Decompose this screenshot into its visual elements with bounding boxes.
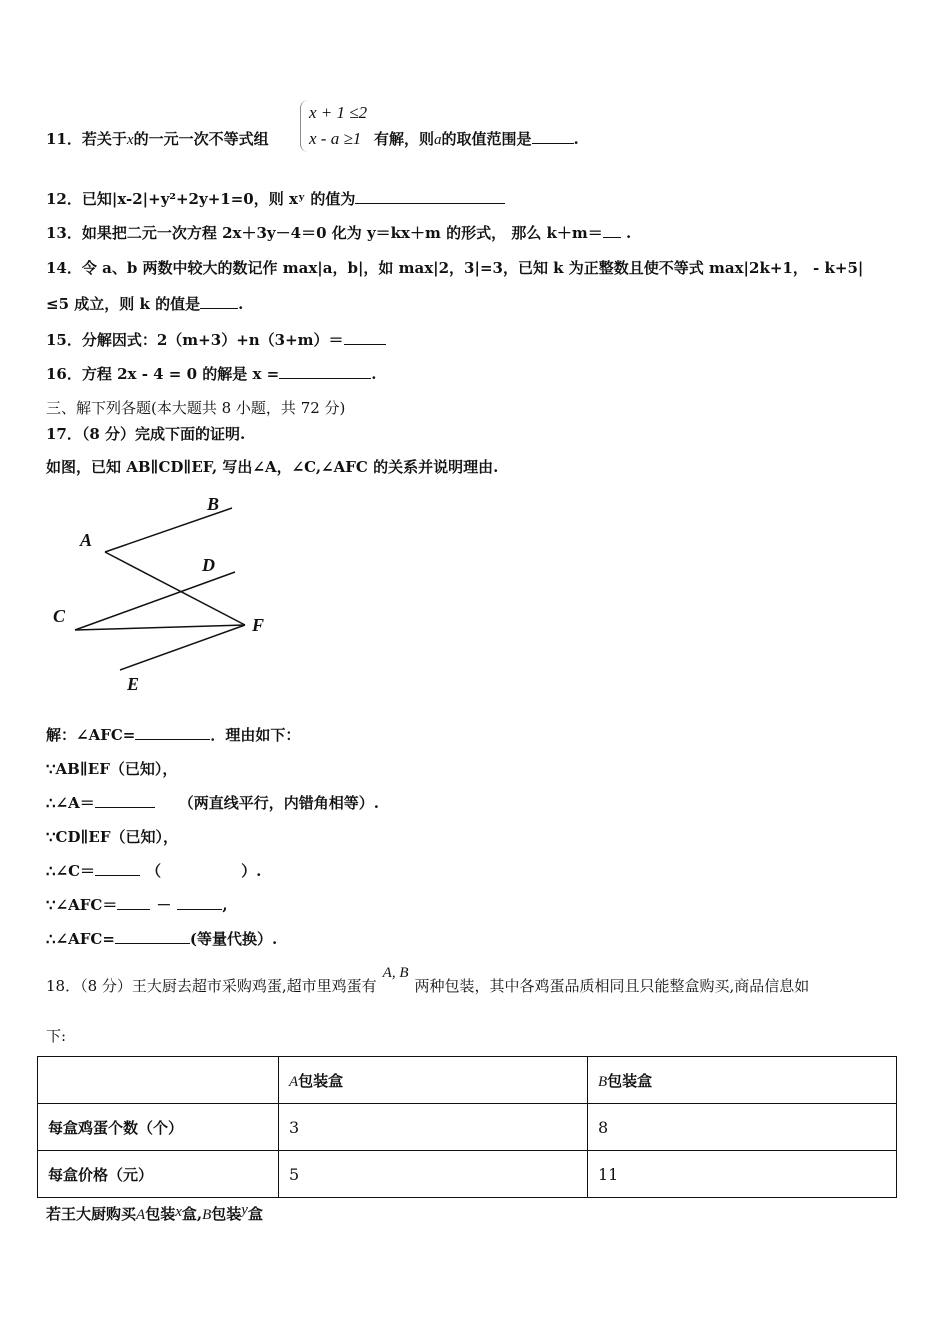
text: 包装 <box>211 1205 242 1223</box>
text: 14．令 a、b 两数中较大的数记作 max|a，b|，如 max|2，3|=3，已知 k 为正整数且使不等式 max|2k+1， - k+5| <box>46 259 864 277</box>
text: ∵∠AFC＝ <box>46 896 118 914</box>
question-18 <box>46 965 810 996</box>
text: 解：∠AFC= <box>46 726 136 744</box>
text: 包装盒 <box>607 1071 653 1090</box>
question-17-prompt: 如图，已知 AB∥CD∥EF, 写出∠A，∠C,∠AFC 的关系并说明理由. <box>46 458 499 476</box>
var: x <box>175 1204 182 1220</box>
var: A <box>289 1073 299 1090</box>
proof-line-7 <box>46 928 277 949</box>
text: ）. <box>241 862 262 880</box>
table-cell: 5 <box>279 1151 588 1198</box>
text: 的一元一次不等式组 <box>133 130 269 148</box>
egg-package-table <box>37 1056 897 1198</box>
label-c: C <box>53 606 66 626</box>
label-b: B <box>207 494 220 514</box>
text: . <box>573 130 579 148</box>
table-row <box>38 1151 897 1198</box>
inequality-2: x - a ≥1 <box>309 129 362 148</box>
question-18-cont: 下: <box>46 1027 67 1045</box>
label-f: F <box>252 615 265 635</box>
proof-line-3 <box>46 792 379 813</box>
text: 包装 <box>145 1205 176 1223</box>
label-a: A <box>80 530 93 550</box>
line-cd <box>75 572 235 630</box>
text: 的取值范围是 <box>441 130 532 148</box>
text: ∴∠C＝ <box>46 862 96 880</box>
text: 盒 <box>247 1205 263 1223</box>
label-e: E <box>127 674 140 694</box>
var: A <box>136 1207 146 1223</box>
text: 16．方程 2x - 4 = 0 的解是 x = <box>46 365 280 383</box>
text: ∴∠A＝ <box>46 794 95 812</box>
text: . <box>371 365 377 383</box>
proof-line-1 <box>46 724 300 745</box>
text: . <box>620 224 632 242</box>
proof-line-5 <box>46 860 261 881</box>
text: ．理由如下： <box>210 726 301 744</box>
text: （ <box>146 862 162 880</box>
text: 18．（8 分）王大厨去超市采购鸡蛋,超市里鸡蛋有 <box>46 977 377 995</box>
answer-blank <box>95 793 155 808</box>
text: . <box>238 295 244 313</box>
answer-blank <box>135 725 210 740</box>
answer-blank <box>95 861 140 876</box>
table-cell: 每盒价格（元） <box>38 1151 279 1198</box>
line-ef <box>120 625 245 670</box>
table-cell: 8 <box>588 1104 897 1151</box>
line-af <box>105 552 245 625</box>
answer-blank <box>177 895 222 910</box>
var: y <box>241 1202 248 1218</box>
inequality-1: x + 1 ≤2 <box>309 103 368 122</box>
var: B <box>598 1073 608 1090</box>
table-cell: 每盒鸡蛋个数（个） <box>38 1104 279 1151</box>
text: 15．分解因式：2（m+3）+n（3+m）＝ <box>46 331 344 349</box>
line-cf <box>75 625 245 630</box>
var: B <box>202 1207 212 1223</box>
proof-line-4: ∵CD∥EF（已知）， <box>46 828 179 846</box>
proof-line-2: ∵AB∥EF（已知）， <box>46 760 178 778</box>
text: 若关于 <box>81 130 127 148</box>
q-num: 11． <box>46 130 82 148</box>
table-cell: 11 <box>588 1151 897 1198</box>
text: 13．如果把二元一次方程 2x＋3y－4＝0 化为 y＝kx＋m 的形式， 那么 k＋m＝ <box>46 224 603 242</box>
table-header-a <box>279 1057 588 1104</box>
text: 有解，则 <box>374 130 435 148</box>
text: 两种包装，其中各鸡蛋品质相同且只能整盒购买,商品信息如 <box>414 977 810 995</box>
text: , <box>222 896 228 914</box>
question-17-title: 17．（8 分）完成下面的证明. <box>46 425 246 443</box>
section-heading: 三、解下列各题(本大题共 8 小题，共 72 分) <box>46 399 346 417</box>
text: ∴∠AFC= <box>46 930 115 948</box>
var: A, B <box>382 965 409 981</box>
text: ≤5 成立，则 k 的值是 <box>46 295 201 313</box>
var: a <box>434 132 442 148</box>
table-cell <box>38 1057 279 1104</box>
table-header-b <box>588 1057 897 1104</box>
answer-blank <box>115 929 190 944</box>
var: x <box>126 132 134 148</box>
text: （两直线平行，内错角相等）. <box>178 794 379 812</box>
text: 若王大厨购买 <box>46 1205 137 1223</box>
line-ab <box>105 508 232 552</box>
answer-blank <box>117 895 150 910</box>
text: 包装盒 <box>298 1071 344 1090</box>
proof-line-6 <box>46 894 228 915</box>
text: － <box>156 896 172 914</box>
question-18-after <box>46 1203 263 1224</box>
label-d: D <box>202 555 215 575</box>
table-header-row <box>38 1057 897 1104</box>
table-row <box>38 1104 897 1151</box>
text: 盒, <box>181 1205 203 1223</box>
text: 12．已知|x-2|+y²+2y+1=0，则 xʸ 的值为 <box>46 190 356 208</box>
table-cell: 3 <box>279 1104 588 1151</box>
text: (等量代换）. <box>189 930 278 948</box>
